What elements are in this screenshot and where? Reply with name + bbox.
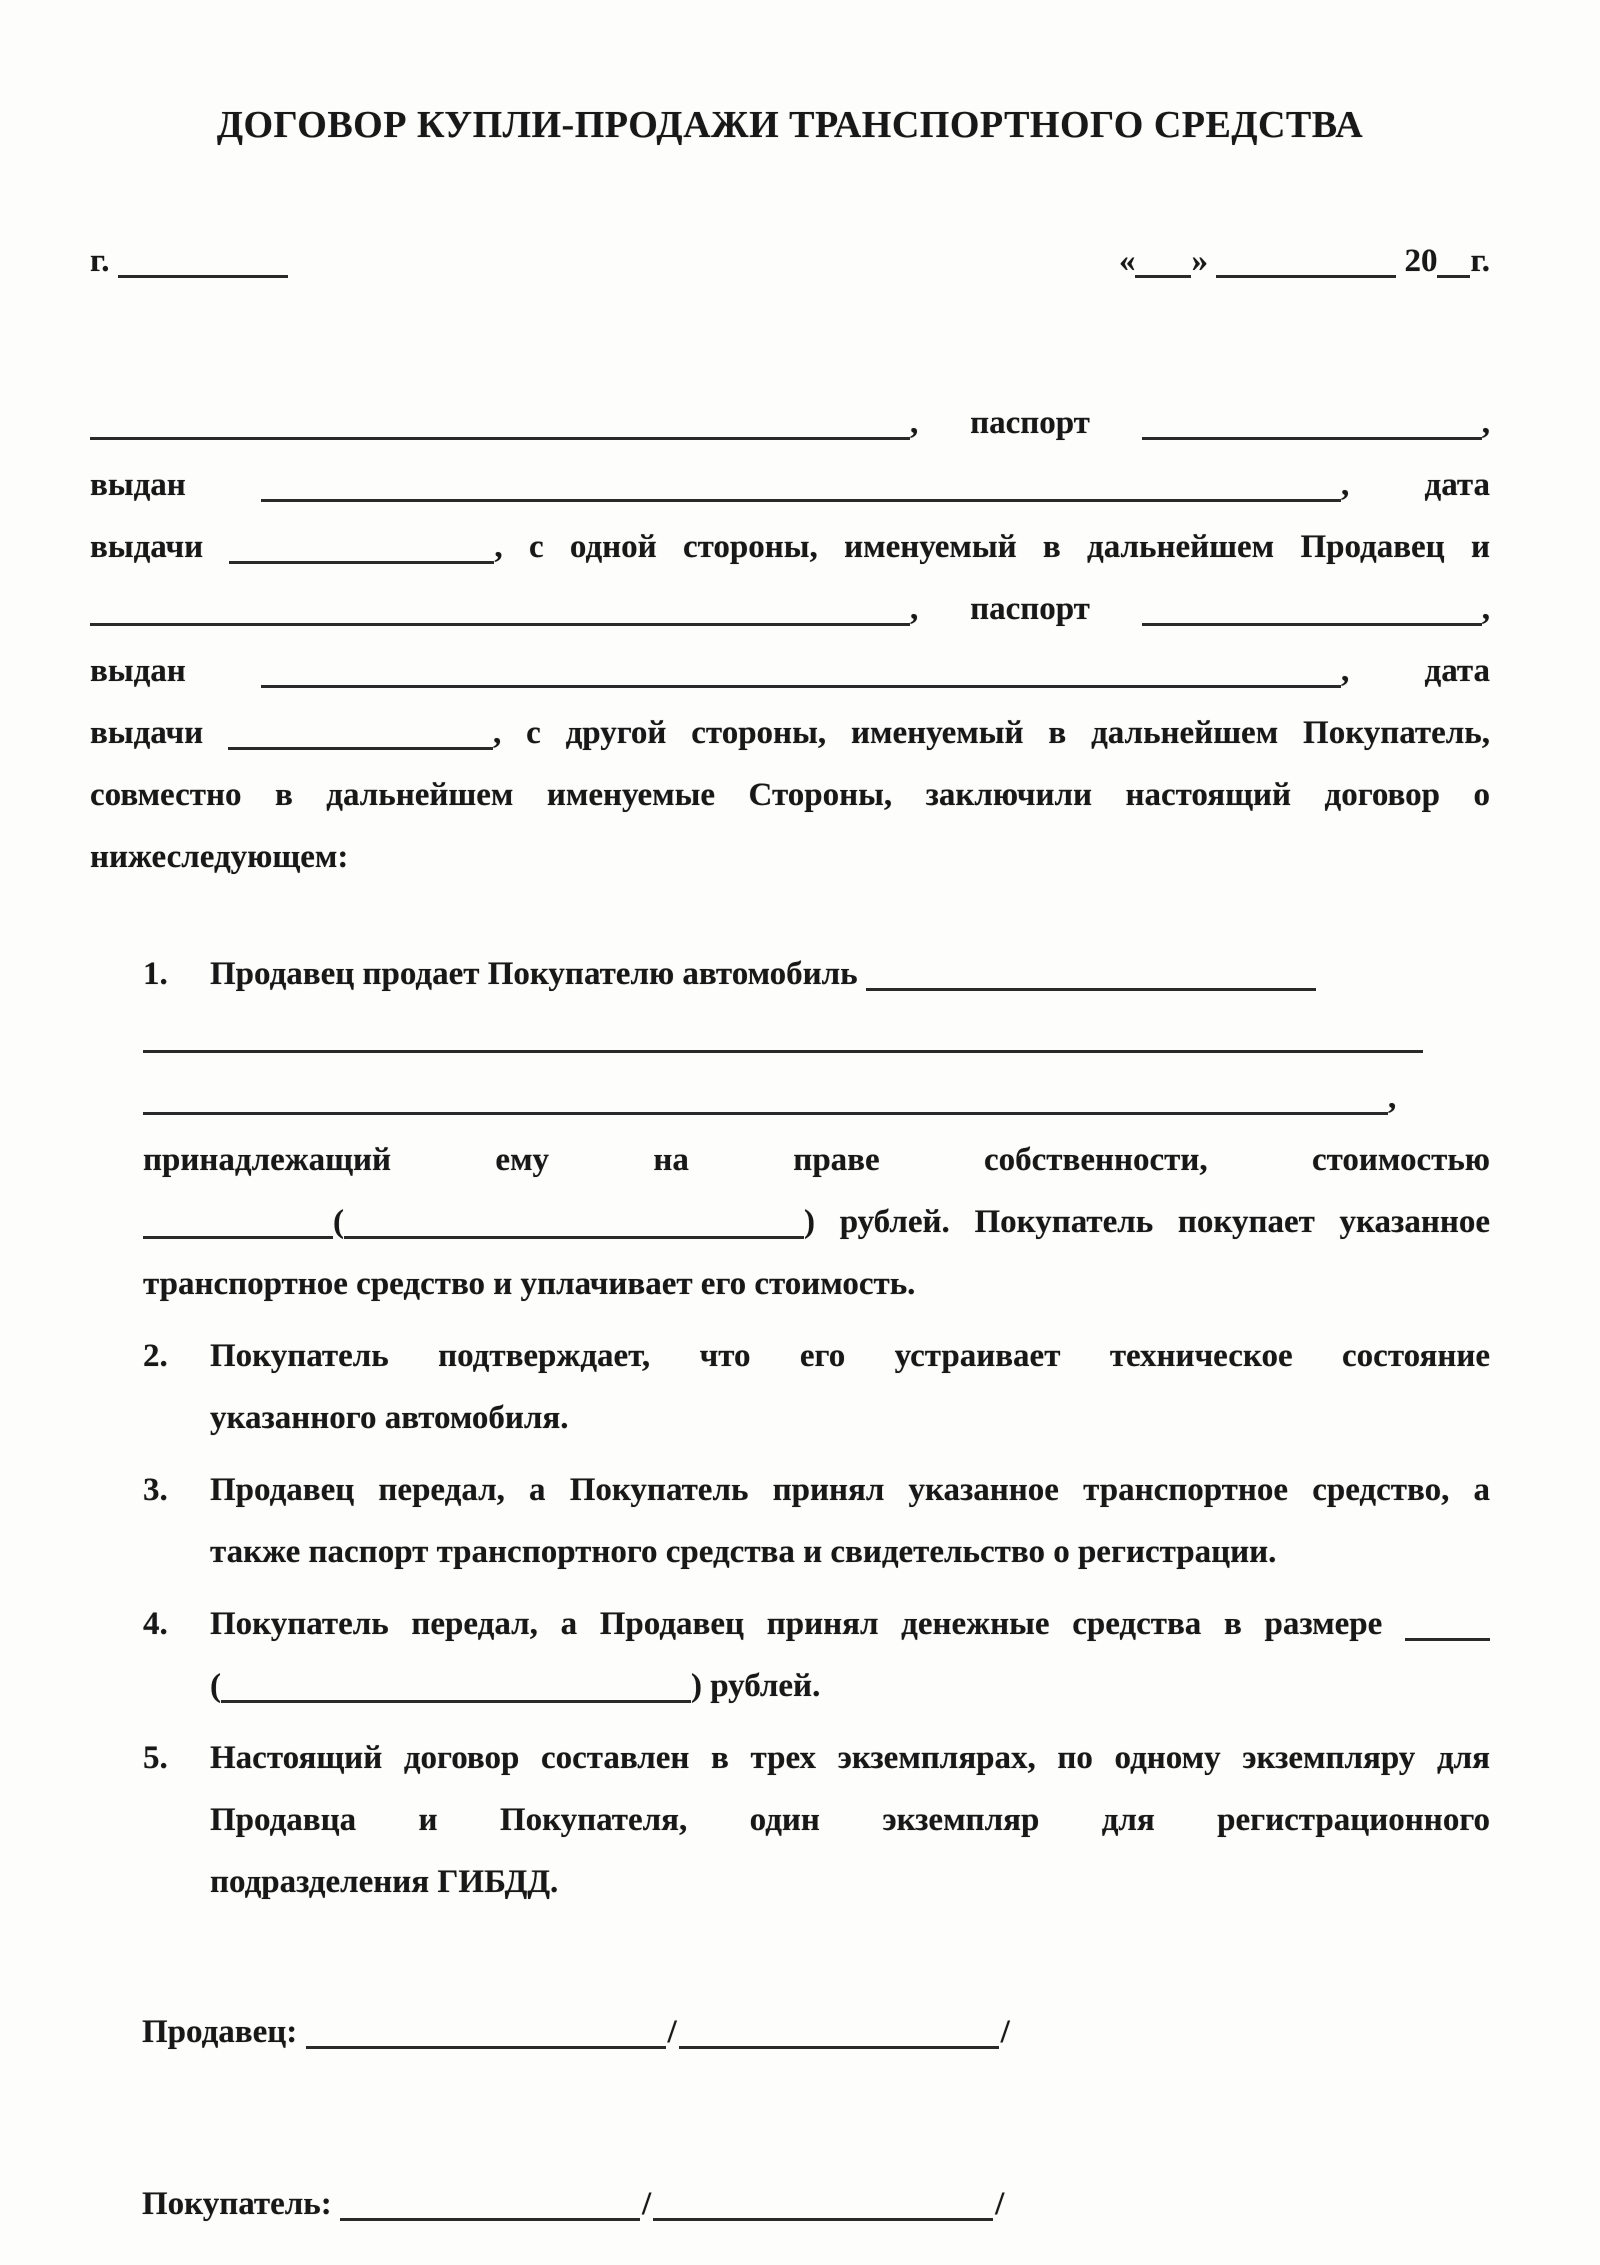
comma: , — [1341, 467, 1350, 503]
clause-text: указанного автомобиля. — [210, 1400, 569, 1436]
seller-passport-blank — [1142, 406, 1482, 440]
clause-3 — [90, 1459, 1490, 1583]
buyer-signature-row — [90, 2173, 1490, 2235]
quote-open: « — [1118, 243, 1136, 279]
clause-text: транспортное средство и уплачивает его стоимость. — [143, 1266, 916, 1302]
clause-line — [90, 1067, 1490, 1129]
buyer-clause: , с другой стороны, именуемый в дальнейшем Покупатель, — [492, 715, 1490, 751]
clause-line — [90, 1727, 1490, 1789]
clause-text: подразделения ГИБДД. — [210, 1864, 559, 1900]
amount-digits-blank — [1405, 1607, 1490, 1641]
seller-issued-line — [90, 454, 1490, 516]
signature-separator: / — [1000, 2014, 1010, 2050]
clause-line — [90, 1253, 1490, 1315]
issue-label: выдачи — [90, 715, 204, 751]
issue-label: выдачи — [90, 529, 204, 565]
clause-2 — [90, 1325, 1490, 1449]
quote-close: » — [1191, 243, 1208, 279]
clause-number: 4. — [143, 1606, 168, 1642]
parties-clause-line — [90, 764, 1490, 826]
signature-separator: / — [667, 2014, 677, 2050]
clause-line — [90, 1789, 1490, 1851]
signature-separator: / — [995, 2186, 1005, 2222]
comma: , — [1388, 1080, 1397, 1116]
vehicle-details-blank — [143, 1019, 1423, 1053]
passport-label: , паспорт — [910, 405, 1090, 441]
comma: , — [1341, 653, 1350, 689]
clause-text: ) рублей. Покупатель покупает указанное — [804, 1204, 1490, 1240]
signature-separator: / — [641, 2186, 652, 2222]
buyer-passport-blank — [1142, 592, 1482, 626]
clause-line — [90, 1325, 1490, 1387]
clause-text: ) рублей. — [691, 1668, 821, 1704]
parties-clause-end: нижеследующем: — [90, 839, 349, 875]
seller-signature-label: Продавец: — [142, 2014, 298, 2050]
paren-open: ( — [210, 1668, 221, 1704]
year-blank — [1437, 244, 1470, 278]
document-title: ДОГОВОР КУПЛИ-ПРОДАЖИ ТРАНСПОРТНОГО СРЕДСТВА — [216, 104, 1364, 146]
comma: , — [1481, 405, 1490, 441]
clause-list — [90, 943, 1490, 1913]
preamble — [90, 392, 1490, 888]
clause-text: Продавца и Покупателя, один экземпляр для регистрационного — [210, 1802, 1490, 1838]
clause-line — [90, 1387, 1490, 1449]
parties-clause-end-line — [90, 826, 1490, 888]
year-prefix: 20 — [1404, 243, 1438, 279]
seller-issue-date-line — [90, 516, 1490, 578]
date-field — [1119, 230, 1490, 292]
paren-open: ( — [333, 1204, 344, 1240]
buyer-signature-label: Покупатель: — [142, 2186, 332, 2222]
buyer-issued-line — [90, 640, 1490, 702]
date-label: дата — [1424, 653, 1490, 689]
seller-name-line — [90, 392, 1490, 454]
clause-text: Настоящий договор составлен в трех экземплярах, по одному экземпляру для — [210, 1740, 1490, 1776]
clause-text: также паспорт транспортного средства и свидетельство о регистрации. — [210, 1534, 1277, 1570]
clause-line — [90, 1655, 1490, 1717]
passport-label: , паспорт — [910, 591, 1090, 627]
clause-line — [90, 1521, 1490, 1583]
clause-text: принадлежащий ему на праве собственности, стоимостью — [143, 1142, 1490, 1178]
clause-text: Покупатель передал, а Продавец принял денежные средства в размере — [210, 1606, 1383, 1642]
clause-line — [90, 1459, 1490, 1521]
issued-label: выдан — [90, 653, 186, 689]
clause-line — [90, 1593, 1490, 1655]
vehicle-blank — [866, 957, 1316, 991]
clause-4 — [90, 1593, 1490, 1717]
buyer-issue-date-line — [90, 702, 1490, 764]
month-blank — [1216, 244, 1396, 278]
buyer-name-blank — [90, 592, 910, 626]
buyer-issue-date-blank — [228, 716, 493, 750]
parties-clause: совместно в дальнейшем именуемые Стороны, заключили настоящий договор о — [90, 777, 1490, 813]
city-field — [90, 230, 288, 292]
city-label: г. — [90, 243, 110, 279]
clause-text: Покупатель подтверждает, что его устраивает техническое состояние — [210, 1338, 1490, 1374]
clause-number: 1. — [143, 956, 168, 992]
city-blank — [118, 244, 288, 278]
amount-words-blank — [221, 1669, 691, 1703]
day-blank — [1135, 244, 1191, 278]
seller-issued-blank — [261, 468, 1341, 502]
buyer-name-line — [90, 578, 1490, 640]
clause-1 — [90, 943, 1490, 1315]
clause-line — [90, 1129, 1490, 1191]
clause-number: 3. — [143, 1472, 168, 1508]
comma: , — [1481, 591, 1490, 627]
clause-text: Продавец передал, а Покупатель принял указанное транспортное средство, а — [210, 1472, 1490, 1508]
year-suffix: г. — [1470, 243, 1490, 279]
clause-text: Продавец продает Покупателю автомобиль — [210, 956, 858, 992]
clause-line — [90, 1851, 1490, 1913]
seller-issue-date-blank — [229, 530, 494, 564]
clause-number: 5. — [143, 1740, 168, 1776]
seller-name-blank — [90, 406, 910, 440]
clause-5 — [90, 1727, 1490, 1913]
price-words-blank — [344, 1205, 804, 1239]
clause-number: 2. — [143, 1338, 168, 1374]
buyer-issued-blank — [261, 654, 1341, 688]
price-digits-blank — [143, 1205, 333, 1239]
city-date-row — [90, 230, 1490, 292]
buyer-fullname-blank — [653, 2187, 993, 2221]
date-label: дата — [1424, 467, 1490, 503]
seller-fullname-blank — [679, 2015, 999, 2049]
clause-line — [90, 943, 1490, 1005]
clause-line — [90, 1005, 1490, 1067]
clause-line — [90, 1191, 1490, 1253]
issued-label: выдан — [90, 467, 186, 503]
seller-signature-blank — [306, 2015, 666, 2049]
vehicle-details-blank — [143, 1081, 1388, 1115]
seller-signature-row — [90, 2001, 1490, 2063]
buyer-signature-blank — [340, 2187, 640, 2221]
seller-clause: , с одной стороны, именуемый в дальнейшем Продавец и — [494, 529, 1491, 565]
